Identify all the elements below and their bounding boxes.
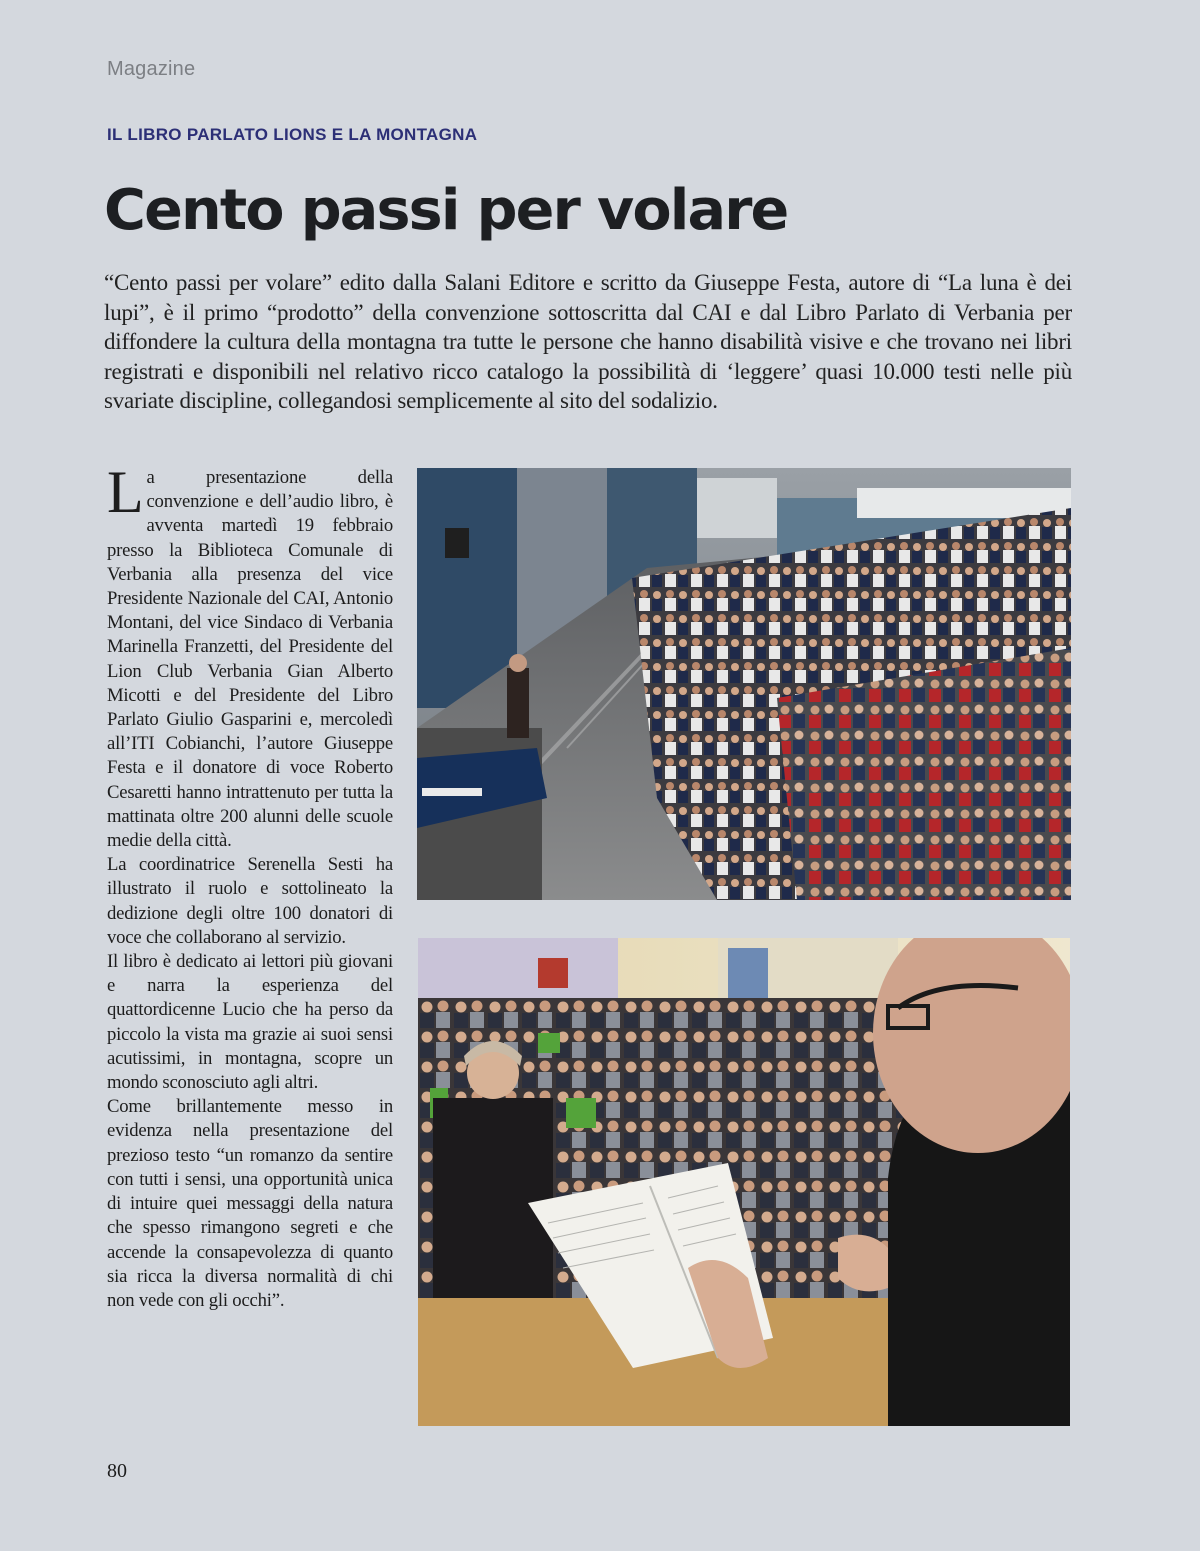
- body-paragraph-4: Come brillantemente messo in evidenza nella presentazione del prezioso testo “un romanzo da sentire con tutti i sensi, una opportunità unica di intuire quei messaggi della natura che spesso rimangono segreti e che accende la consapevolezza di quanto sia ricca la diversa normalità di chi non vede con gli occhi”.: [107, 1096, 393, 1311]
- body-paragraph-1-text: a presentazione della convenzione e dell’audio libro, è avventa martedì 19 febbraio presso la Biblioteca Comunale di Verbania alla presenza del vice Presidente Nazionale del CAI, Antonio Montani, del vice Sindaco di Verbania Marinella Franzetti, del Presidente del Lion Club Verbania Gian Alberto Micotti e del Presidente del Libro Parlato Giulio Gasparini e, mercoledì all’ITI Cobianchi, l’autore Giuseppe Festa e il donatore di voce Roberto Cesaretti hanno intrattenuto per tutta la mattinata oltre 200 alunni delle scuole medie della città.: [107, 467, 393, 852]
- article-body: [107, 459, 393, 1313]
- auditorium-photo: [417, 468, 1071, 900]
- article-kicker: IL LIBRO PARLATO LIONS E LA MONTAGNA: [107, 125, 478, 144]
- body-paragraph-1: [107, 459, 393, 853]
- body-paragraph-3: Il libro è dedicato ai lettori più giovani e narra la esperienza del quattordicenne Lucio che ha perso da piccolo la vista ma grazie ai suoi sensi acutissimi, in montagna, scopre un mondo sconosciuto agli altri.: [107, 951, 393, 1094]
- drop-cap: L: [107, 459, 144, 525]
- reading-photo-icon: [418, 938, 1070, 1426]
- section-label: Magazine: [107, 58, 196, 80]
- body-paragraph-2: La coordinatrice Serenella Sesti ha illustrato il ruolo e sottolineato la dedizione degli oltre 100 donatori di voce che collaborano al servizio.: [107, 854, 393, 948]
- article-title: Cento passi per volare: [104, 178, 788, 243]
- page-number: 80: [107, 1460, 127, 1482]
- auditorium-photo-icon: [417, 468, 1071, 900]
- reading-photo: [418, 938, 1070, 1426]
- article-lede: “Cento passi per volare” edito dalla Salani Editore e scritto da Giuseppe Festa, autore di “La luna è dei lupi”, è il primo “prodotto” della convenzione sottoscritta dal CAI e dal Libro Parlato di Verbania per diffondere la cultura della montagna tra tutte le persone che hanno disabilità visive e che trovano nei libri registrati e disponibili nel relativo ricco catalogo la possibilità di ‘leggere’ quasi 10.000 testi nelle più svariate discipline, collegandosi semplicemente al sito del sodalizio.: [104, 270, 1072, 413]
